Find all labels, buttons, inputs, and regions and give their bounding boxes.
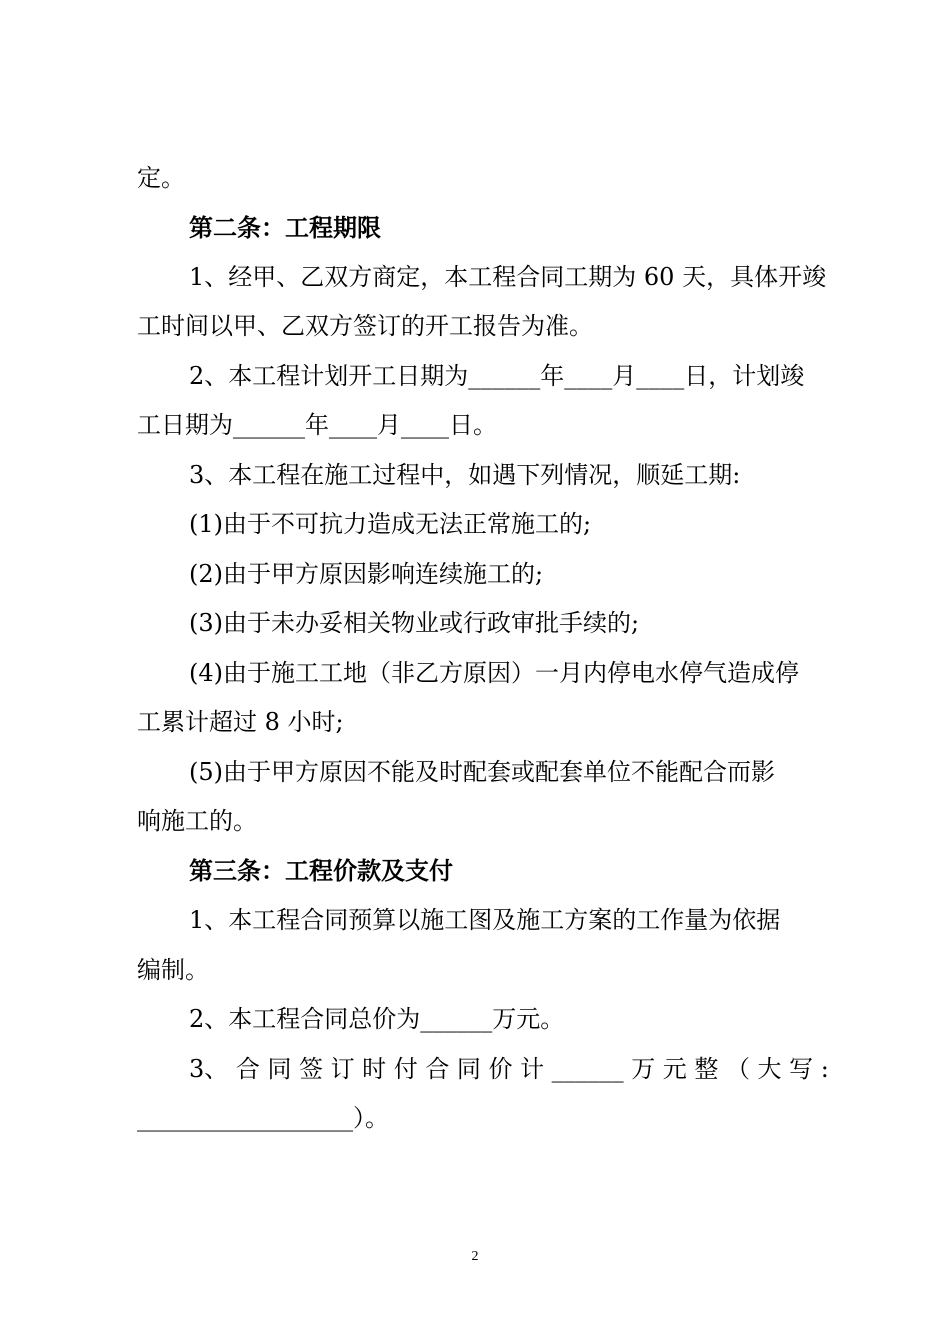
justified-segment: 写 xyxy=(789,1055,814,1083)
text-line: (2)由于甲方原因影响连续施工的; xyxy=(189,560,544,588)
text-line: 2、本工程计划开工日期为______年____月____日，计划竣 xyxy=(189,362,805,390)
justified-segment: 合 xyxy=(235,1055,260,1083)
justified-segment: 万 xyxy=(631,1055,656,1083)
page-number: 2 xyxy=(471,1249,479,1264)
justified-segment: 订 xyxy=(330,1055,355,1083)
justified-segment: 大 xyxy=(757,1055,782,1083)
text-line: (5)由于甲方原因不能及时配套或配套单位不能配合而影 xyxy=(189,758,775,786)
text-line: 工日期为______年____月____日。 xyxy=(137,411,497,439)
justified-segment: 计 xyxy=(520,1055,545,1083)
justified-segment: 签 xyxy=(299,1055,324,1083)
text-line: __________________）。 xyxy=(137,1104,389,1132)
justified-segment: 合 xyxy=(425,1055,450,1083)
justified-segment: 整 xyxy=(694,1055,719,1083)
text-line: (1)由于不可抗力造成无法正常施工的; xyxy=(189,510,592,538)
text-line: 3、本工程在施工过程中，如遇下列情况，顺延工期: xyxy=(189,461,741,489)
text-line: 定。 xyxy=(137,164,185,192)
justified-segment: ______ xyxy=(551,1055,624,1083)
justified-segment: 元 xyxy=(662,1055,687,1083)
justified-segment: 3、 xyxy=(189,1055,229,1083)
text-line: (4)由于施工工地（非乙方原因）一月内停电水停气造成停 xyxy=(189,659,799,687)
text-line: 1、经甲、乙双方商定，本工程合同工期为 60 天，具体开竣 xyxy=(189,263,827,291)
section-heading: 第三条：工程价款及支付 xyxy=(189,856,453,885)
justified-segment: : xyxy=(820,1055,829,1083)
justified-segment: 价 xyxy=(488,1055,513,1083)
justified-segment: （ xyxy=(725,1055,750,1083)
text-line: 2、本工程合同总价为______万元。 xyxy=(189,1005,565,1033)
text-line: 工累计超过 8 小时; xyxy=(137,708,344,736)
text-line: 编制。 xyxy=(137,956,209,984)
text-line: 响施工的。 xyxy=(137,807,257,835)
text-line: (3)由于未办妥相关物业或行政审批手续的; xyxy=(189,609,640,637)
justified-segment: 时 xyxy=(362,1055,387,1083)
text-line-justified xyxy=(189,1054,829,1084)
justified-segment: 同 xyxy=(267,1055,292,1083)
text-line: 1、本工程合同预算以施工图及施工方案的工作量为依据 xyxy=(189,906,781,934)
justified-segment: 付 xyxy=(393,1055,418,1083)
text-line: 工时间以甲、乙双方签订的开工报告为准。 xyxy=(137,312,593,340)
justified-segment: 同 xyxy=(456,1055,481,1083)
section-heading: 第二条：工程期限 xyxy=(189,213,381,242)
